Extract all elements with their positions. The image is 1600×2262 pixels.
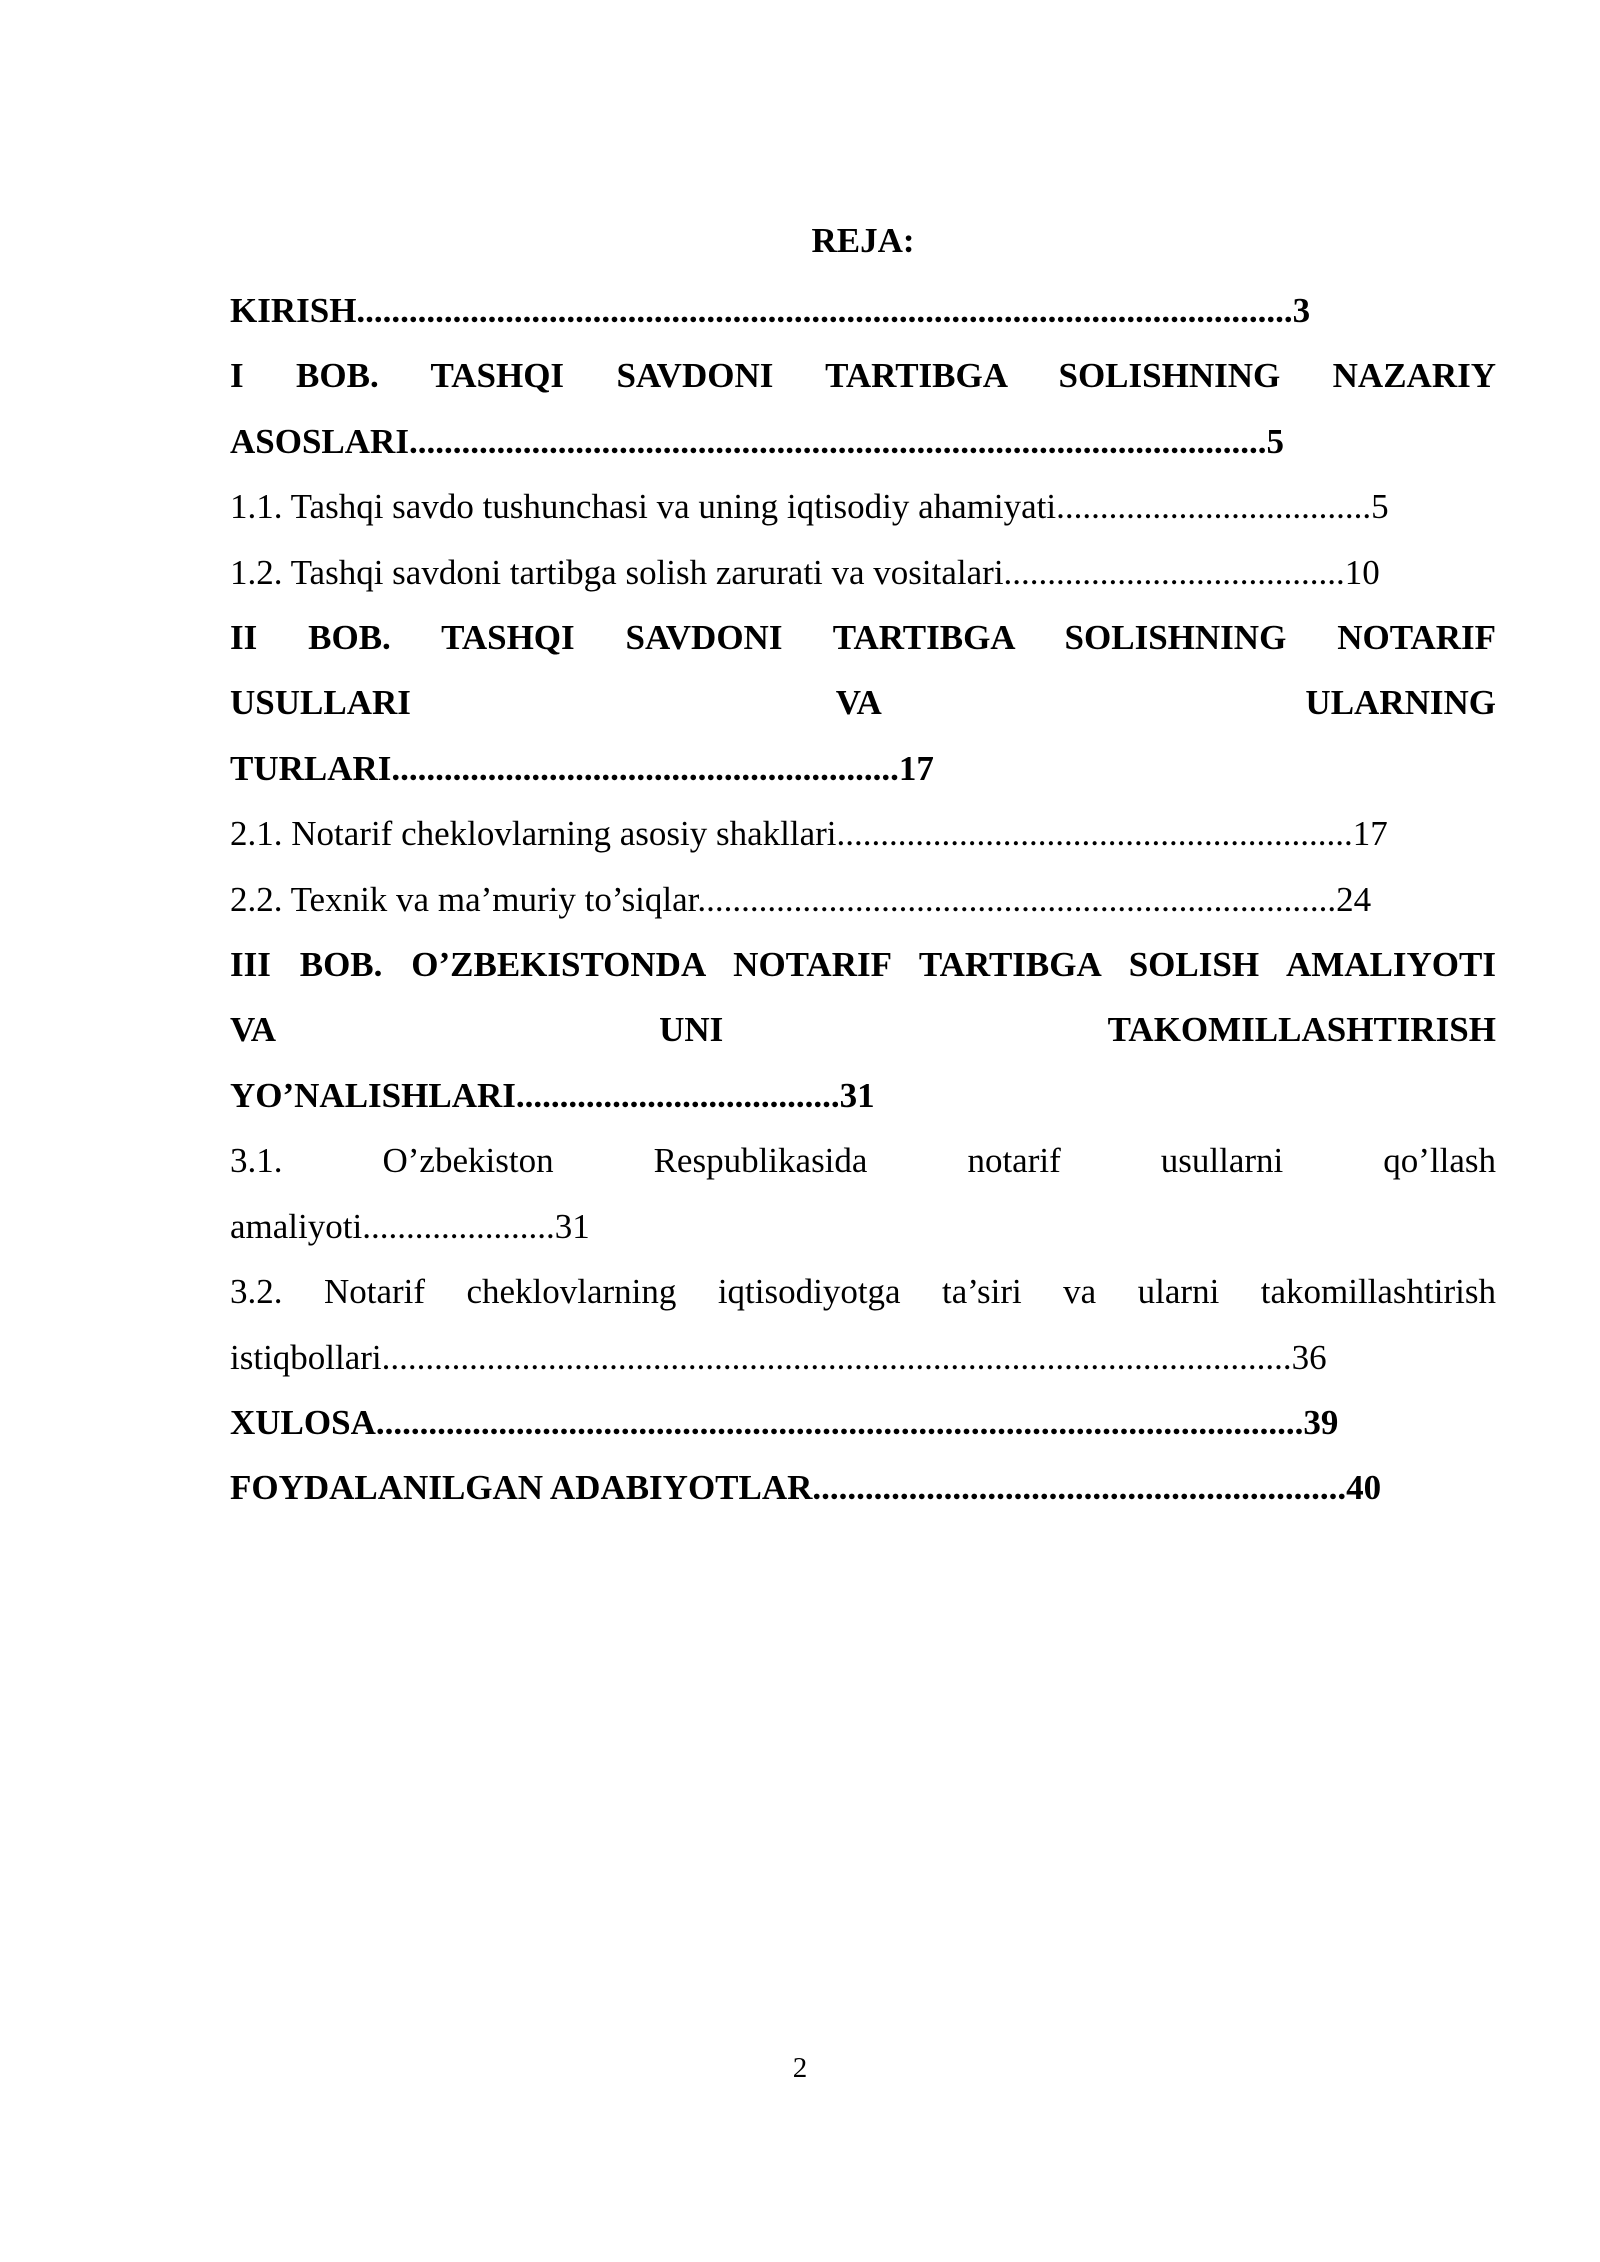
toc-entry-chapter-3-heading-end: YO’NALISHLARI.....................................31 bbox=[230, 1075, 875, 1115]
table-of-contents bbox=[230, 278, 1496, 1521]
toc-entry-section-1-1: 1.1. Tashqi savdo tushunchasi va uning iqtisodiy ahamiyati....................................5 bbox=[230, 487, 1389, 527]
toc-entry-chapter-2-heading: II BOB. TASHQI SAVDONI TARTIBGA SOLISHNING NOTARIF bbox=[230, 618, 1496, 658]
toc-entry-section-2-2: 2.2. Texnik va ma’muriy to’siqlar.........................................................................24 bbox=[230, 879, 1372, 919]
toc-entry-section-3-2-cont: istiqbollari........................................................................................................36 bbox=[230, 1337, 1327, 1377]
toc-entry-section-3-1-cont: amaliyoti......................31 bbox=[230, 1206, 590, 1246]
toc-entry-chapter-2-heading-cont: USULLARI VA ULARNING bbox=[230, 683, 1496, 723]
toc-entry-section-3-2: 3.2. Notarif cheklovlarning iqtisodiyotga ta’siri va ularni takomillashtirish bbox=[230, 1272, 1496, 1312]
toc-entry-section-1-2: 1.2. Tashqi savdoni tartibga solish zarurati va vositalari.......................................10 bbox=[230, 552, 1380, 592]
toc-entry-section-2-1: 2.1. Notarif cheklovlarning asosiy shakllari...........................................................17 bbox=[230, 814, 1388, 854]
toc-entry-references: FOYDALANILGAN ADABIYOTLAR.............................................................40 bbox=[230, 1468, 1382, 1508]
toc-entry-chapter-3-heading-cont: VA UNI TAKOMILLASHTIRISH bbox=[230, 1010, 1496, 1050]
toc-entry-chapter-1-heading-cont: ASOSLARI..................................................................................................5 bbox=[230, 421, 1284, 461]
toc-entry-kirish: KIRISH...........................................................................................................3 bbox=[230, 291, 1311, 330]
document-title: REJA: bbox=[811, 221, 915, 260]
page-number: 2 bbox=[792, 2052, 808, 2084]
toc-entry-xulosa: XULOSA..........................................................................................................39 bbox=[230, 1402, 1339, 1442]
toc-entry-chapter-3-heading: III BOB. O’ZBEKISTONDA NOTARIF TARTIBGA SOLISH AMALIYOTI bbox=[230, 945, 1496, 985]
toc-entry-chapter-1-heading: I BOB. TASHQI SAVDONI TARTIBGA SOLISHNING NAZARIY bbox=[230, 356, 1496, 396]
toc-entry-section-3-1: 3.1. O’zbekiston Respublikasida notarif usullarni qo’llash bbox=[230, 1141, 1496, 1181]
toc-entry-chapter-2-heading-end: TURLARI..........................................................17 bbox=[230, 748, 934, 788]
